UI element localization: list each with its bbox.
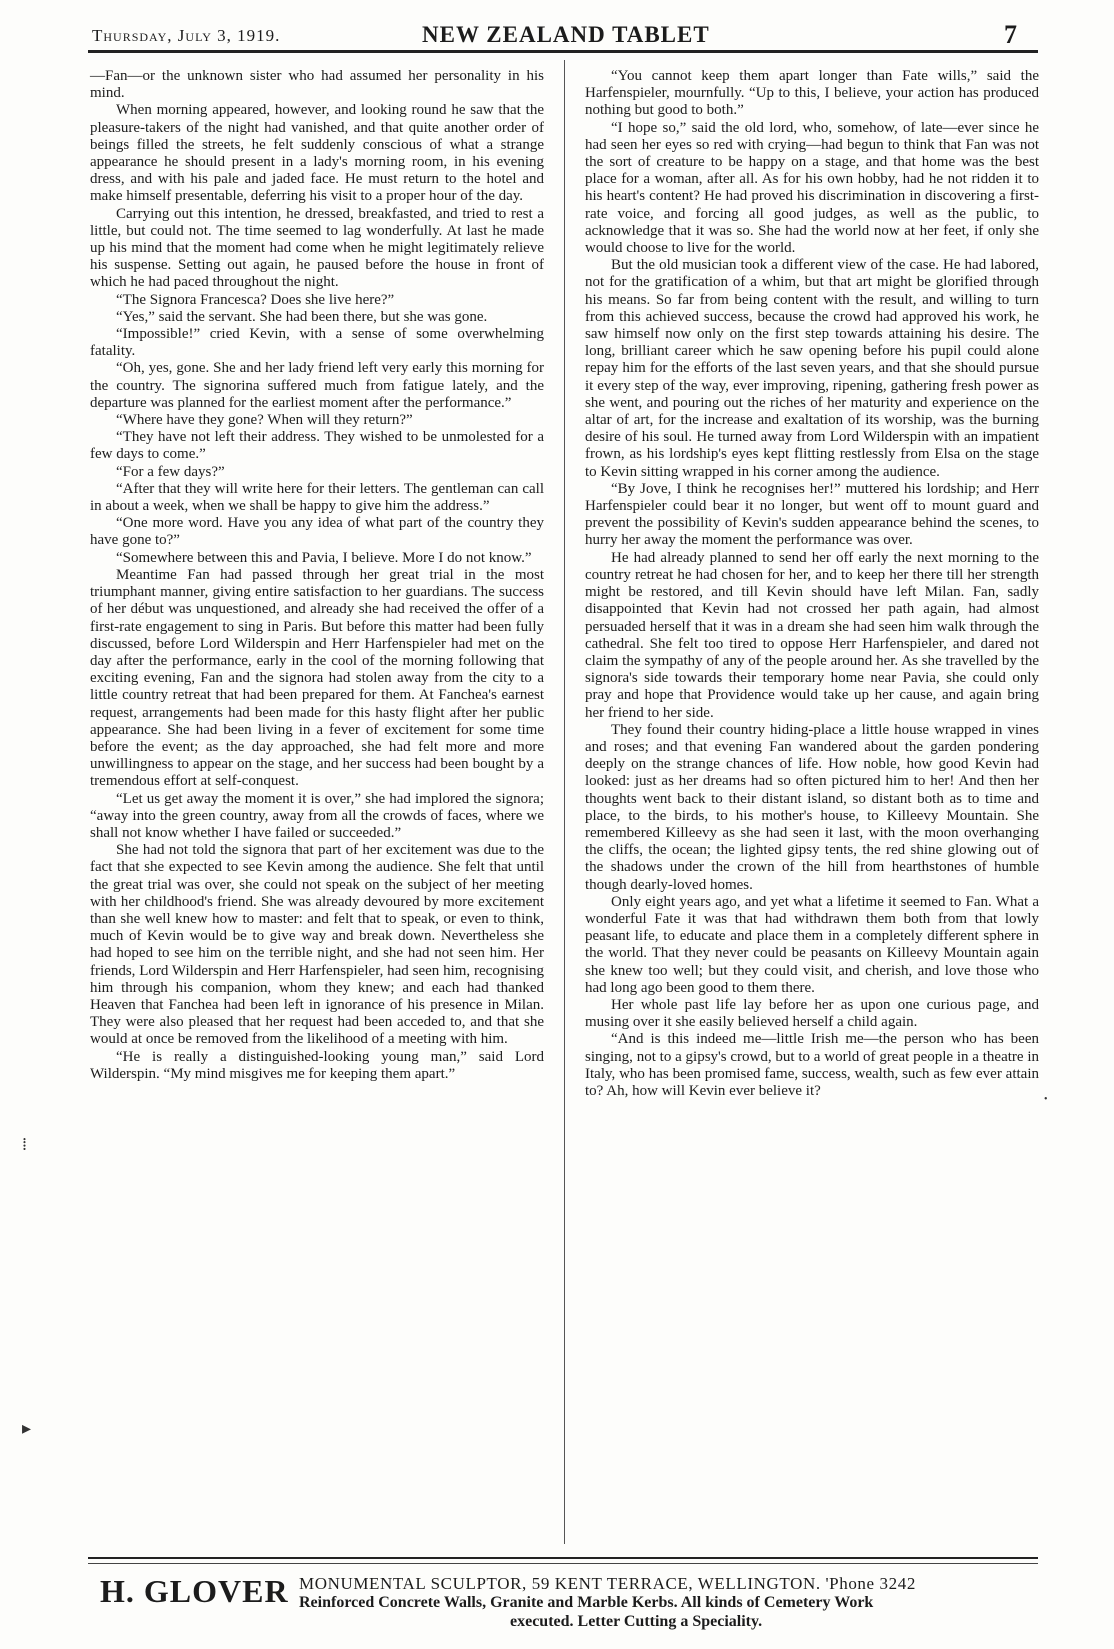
paragraph: —Fan—or the unknown sister who had assumed her personality in his mind. [90, 68, 544, 102]
paragraph: “He is really a distinguished-looking young man,” said Lord Wilderspin. “My mind misgives me for keeping them apart.” [90, 1048, 544, 1082]
advertisement-line: Reinforced Concrete Walls, Granite and Marble Kerbs. All kinds of Cemetery Work [299, 1594, 874, 1611]
paragraph: Carrying out this intention, he dressed, breakfasted, and tried to rest a little, but could not. The time seemed to lag wonderfully. At last he made up his mind that the moment had come when he might legitimately relieve his suspense. Setting out again, he paused before the house in front of which he had paced throughout the night. [90, 205, 544, 291]
paragraph: “And is this indeed me—little Irish me—the person who has been singing, not to a gipsy's crowd, but to a world of great people in a theatre in Italy, who has been promised fame, success, wealth, such as few ever attain to? Ah, how will Kevin ever believe it? [585, 1031, 1039, 1099]
footer-rule-thin [88, 1563, 1038, 1564]
paragraph: “After that they will write here for their letters. The gentleman can call in about a week, when we shall be happy to give him the address.” [90, 480, 544, 515]
advertisement-line: executed. Letter Cutting a Speciality. [510, 1613, 763, 1630]
advertisement-line: MONUMENTAL SCULPTOR, 59 KENT TERRACE, WELLINGTON. 'Phone 3242 [299, 1574, 916, 1593]
page-number: 7 [1004, 20, 1017, 49]
paragraph: “For a few days?” [116, 463, 225, 480]
paragraph: “They have not left their address. They wished to be unmolested for a few days to come.” [90, 429, 544, 463]
left-column [90, 68, 544, 1083]
masthead-title: NEW ZEALAND TABLET [422, 22, 710, 47]
paragraph: Only eight years ago, and yet what a lifetime it seemed to Fan. What a wonderful Fate it was that had withdrawn them both from that lowly peasant life, to educate and place them in a completely different sphere in the world. That they never could be peasants on Killeevy Mountain again she knew too well; but they could visit, and cherish, and love those who had long ago been good to them there. [585, 893, 1039, 996]
issue-date: Thursday, July 3, 1919. [92, 26, 281, 45]
advertiser-name: H. GLOVER [100, 1573, 289, 1609]
paragraph: Her whole past life lay before her as upon one curious page, and musing over it she easily believed herself a child again. [585, 996, 1039, 1031]
paragraph: He had already planned to send her off early the next morning to the country retreat he had chosen for her, and to keep her there till her strength might be restored, and till Kevin should have left Milan. Fan, sadly disappointed that Kevin had not crossed her path again, had almost persuaded herself that it was in a dream she had seen him walk through the cathedral. She felt too tired to oppose Herr Harfenspieler, and dared not claim the sympathy of any of the people around her. As she travelled by the signora's side towards their temporary home near Pavia, she could only pray and hope that Providence would take up her cause, and again bring her friend to her side. [585, 549, 1039, 721]
paragraph: “Let us get away the moment it is over,” she had implored the signora; “away into the green country, away from all the crowds of faces, where we shall not know whether I have failed or succeeded.” [90, 790, 544, 841]
paragraph: “Oh, yes, gone. She and her lady friend left very early this morning for the country. The signorina suffered much from fatigue lately, and the departure was planned for the earliest moment after the performance.” [90, 360, 544, 411]
paragraph: “Impossible!” cried Kevin, with a sense of some overwhelming fatality. [90, 326, 544, 360]
paragraph: “The Signora Francesca? Does she live here?” [116, 291, 395, 308]
margin-mark: • [1044, 1094, 1048, 1105]
column-divider [564, 60, 565, 1544]
paragraph: Meantime Fan had passed through her great trial in the most triumphant manner, giving entire satisfaction to her guardians. The success of her début was unquestioned, and already she had received the offer of a first-rate engagement to sing in Paris. But before this matter had been fully discussed, before Lord Wilderspin and Herr Harfenspieler had met on the day after the performance, early in the cool of the morning following that exciting evening, Fan and the signora had stolen away from the city to a little country retreat that had been prepared for them. At Fanchea's earnest request, arrangements had been made for this hasty flight after her public appearance. She had been living in a fever of excitement for some time before the event; as the day approached, she had felt more and more unwillingness to appear on the stage, and her success had been bought by a tremendous effort at self-conquest. [90, 566, 544, 790]
paragraph: “One more word. Have you any idea of what part of the country they have gone to?” [90, 515, 544, 549]
margin-mark: ▸ [22, 1418, 32, 1438]
paragraph: She had not told the signora that part of her excitement was due to the fact that she expected to see Kevin among the audience. She felt that until the great trial was over, she could not speak on the subject of her meeting with her childhood's friend. She was already devoured by more excitement than she well knew how to master: and felt that to speak, or even to think, much of Kevin would be to give way and break down. Nevertheless she had hoped to see him on the terrible night, and she had not seen him. Her friends, Lord Wilderspin and Herr Harfenspieler, had seen him, recognising him through his companion, whom they knew; and each had thanked Heaven that Fanchea had been left in ignorance of his presence in Milan. They were also pleased that her request had been acceded to, and that she would at once be removed from the likelihood of a meeting with him. [90, 842, 544, 1048]
paragraph: “By Jove, I think he recognises her!” muttered his lordship; and Herr Harfenspieler could bear it no longer, but went off to mount guard and prevent the possibility of Kevin's sudden appearance behind the scenes, to hurry her away the moment the performance was over. [585, 480, 1039, 549]
margin-mark: ⁞ [22, 1134, 28, 1154]
paragraph: “Where have they gone? When will they return?” [116, 412, 413, 429]
header-rule [88, 50, 1038, 53]
paragraph: “You cannot keep them apart longer than Fate wills,” said the Harfenspieler, mournfully. “Up to this, I believe, your action has produced nothing but good to both.” [585, 68, 1039, 119]
paragraph: They found their country hiding-place a little house wrapped in vines and roses; and that evening Fan wandered about the garden pondering deeply on the strange chances of life. How noble, how good Kevin had looked: just as her dreams had so often pictured him to her! And then her thoughts went back to their distant island, so distant both as to time and place, to the birds, to his mother's house, to Killeevy Mountain. She remembered Killeevy as she had seen it last, with the moon overhanging the cliffs, the ocean; the lighted gipsy tents, the red shine glowing out of the shadows under the crown of the hill from hearthstones of humble though dearly-loved homes. [585, 721, 1039, 893]
paragraph: “Yes,” said the servant. She had been there, but she was gone. [116, 308, 488, 325]
paragraph: But the old musician took a different view of the case. He had labored, not for the gratification of a whim, but that art might be glorified through his means. So far from being content with the result, and willing to turn from this achieved success, because the crowd had approved his work, he saw himself now only on the first step towards attaining his desire. The long, brilliant career which he saw opening before his pupil could alone repay him for the efforts of the last seven years, and that she should pursue it every step of the way, ever improving, ripening, gathering fresh power as she went, and pouring out the riches of her maturity and experience on the altar of art, for the increase and exaltation of its worship, was the burning desire of his soul. He turned away from Lord Wilderspin with an impatient frown, as his lordship's eyes kept flitting restlessly from Elsa on the stage to Kevin sitting wrapped in his corner among the audience. [585, 257, 1039, 480]
paragraph: “Somewhere between this and Pavia, I believe. More I do not know.” [116, 549, 532, 566]
paragraph: “I hope so,” said the old lord, who, somehow, of late—ever since he had seen her eyes so red with crying—had begun to think that Fan was not the sort of creature to be happy on a stage, and that home was the best place for a woman, after all. As for his own hobby, had he not ridden it to his heart's content? He had proved his discrimination in discovering a first-rate voice, and forcing all good judges, as well as the public, to acknowledge that it was so. She had the world now at her feet, if only she would choose to live for the world. [585, 119, 1039, 257]
right-column [585, 68, 1039, 1100]
footer-rule [88, 1557, 1038, 1559]
paragraph: When morning appeared, however, and looking round he saw that the pleasure-takers of the night had vanished, and that quite another order of beings filled the streets, he felt suddenly conscious of what a strange appearance he should present in a lady's morning room, in his evening dress, and with his pale and jaded face. He must return to the hotel and make himself presentable, deferring his visit to a proper hour of the day. [90, 102, 544, 205]
